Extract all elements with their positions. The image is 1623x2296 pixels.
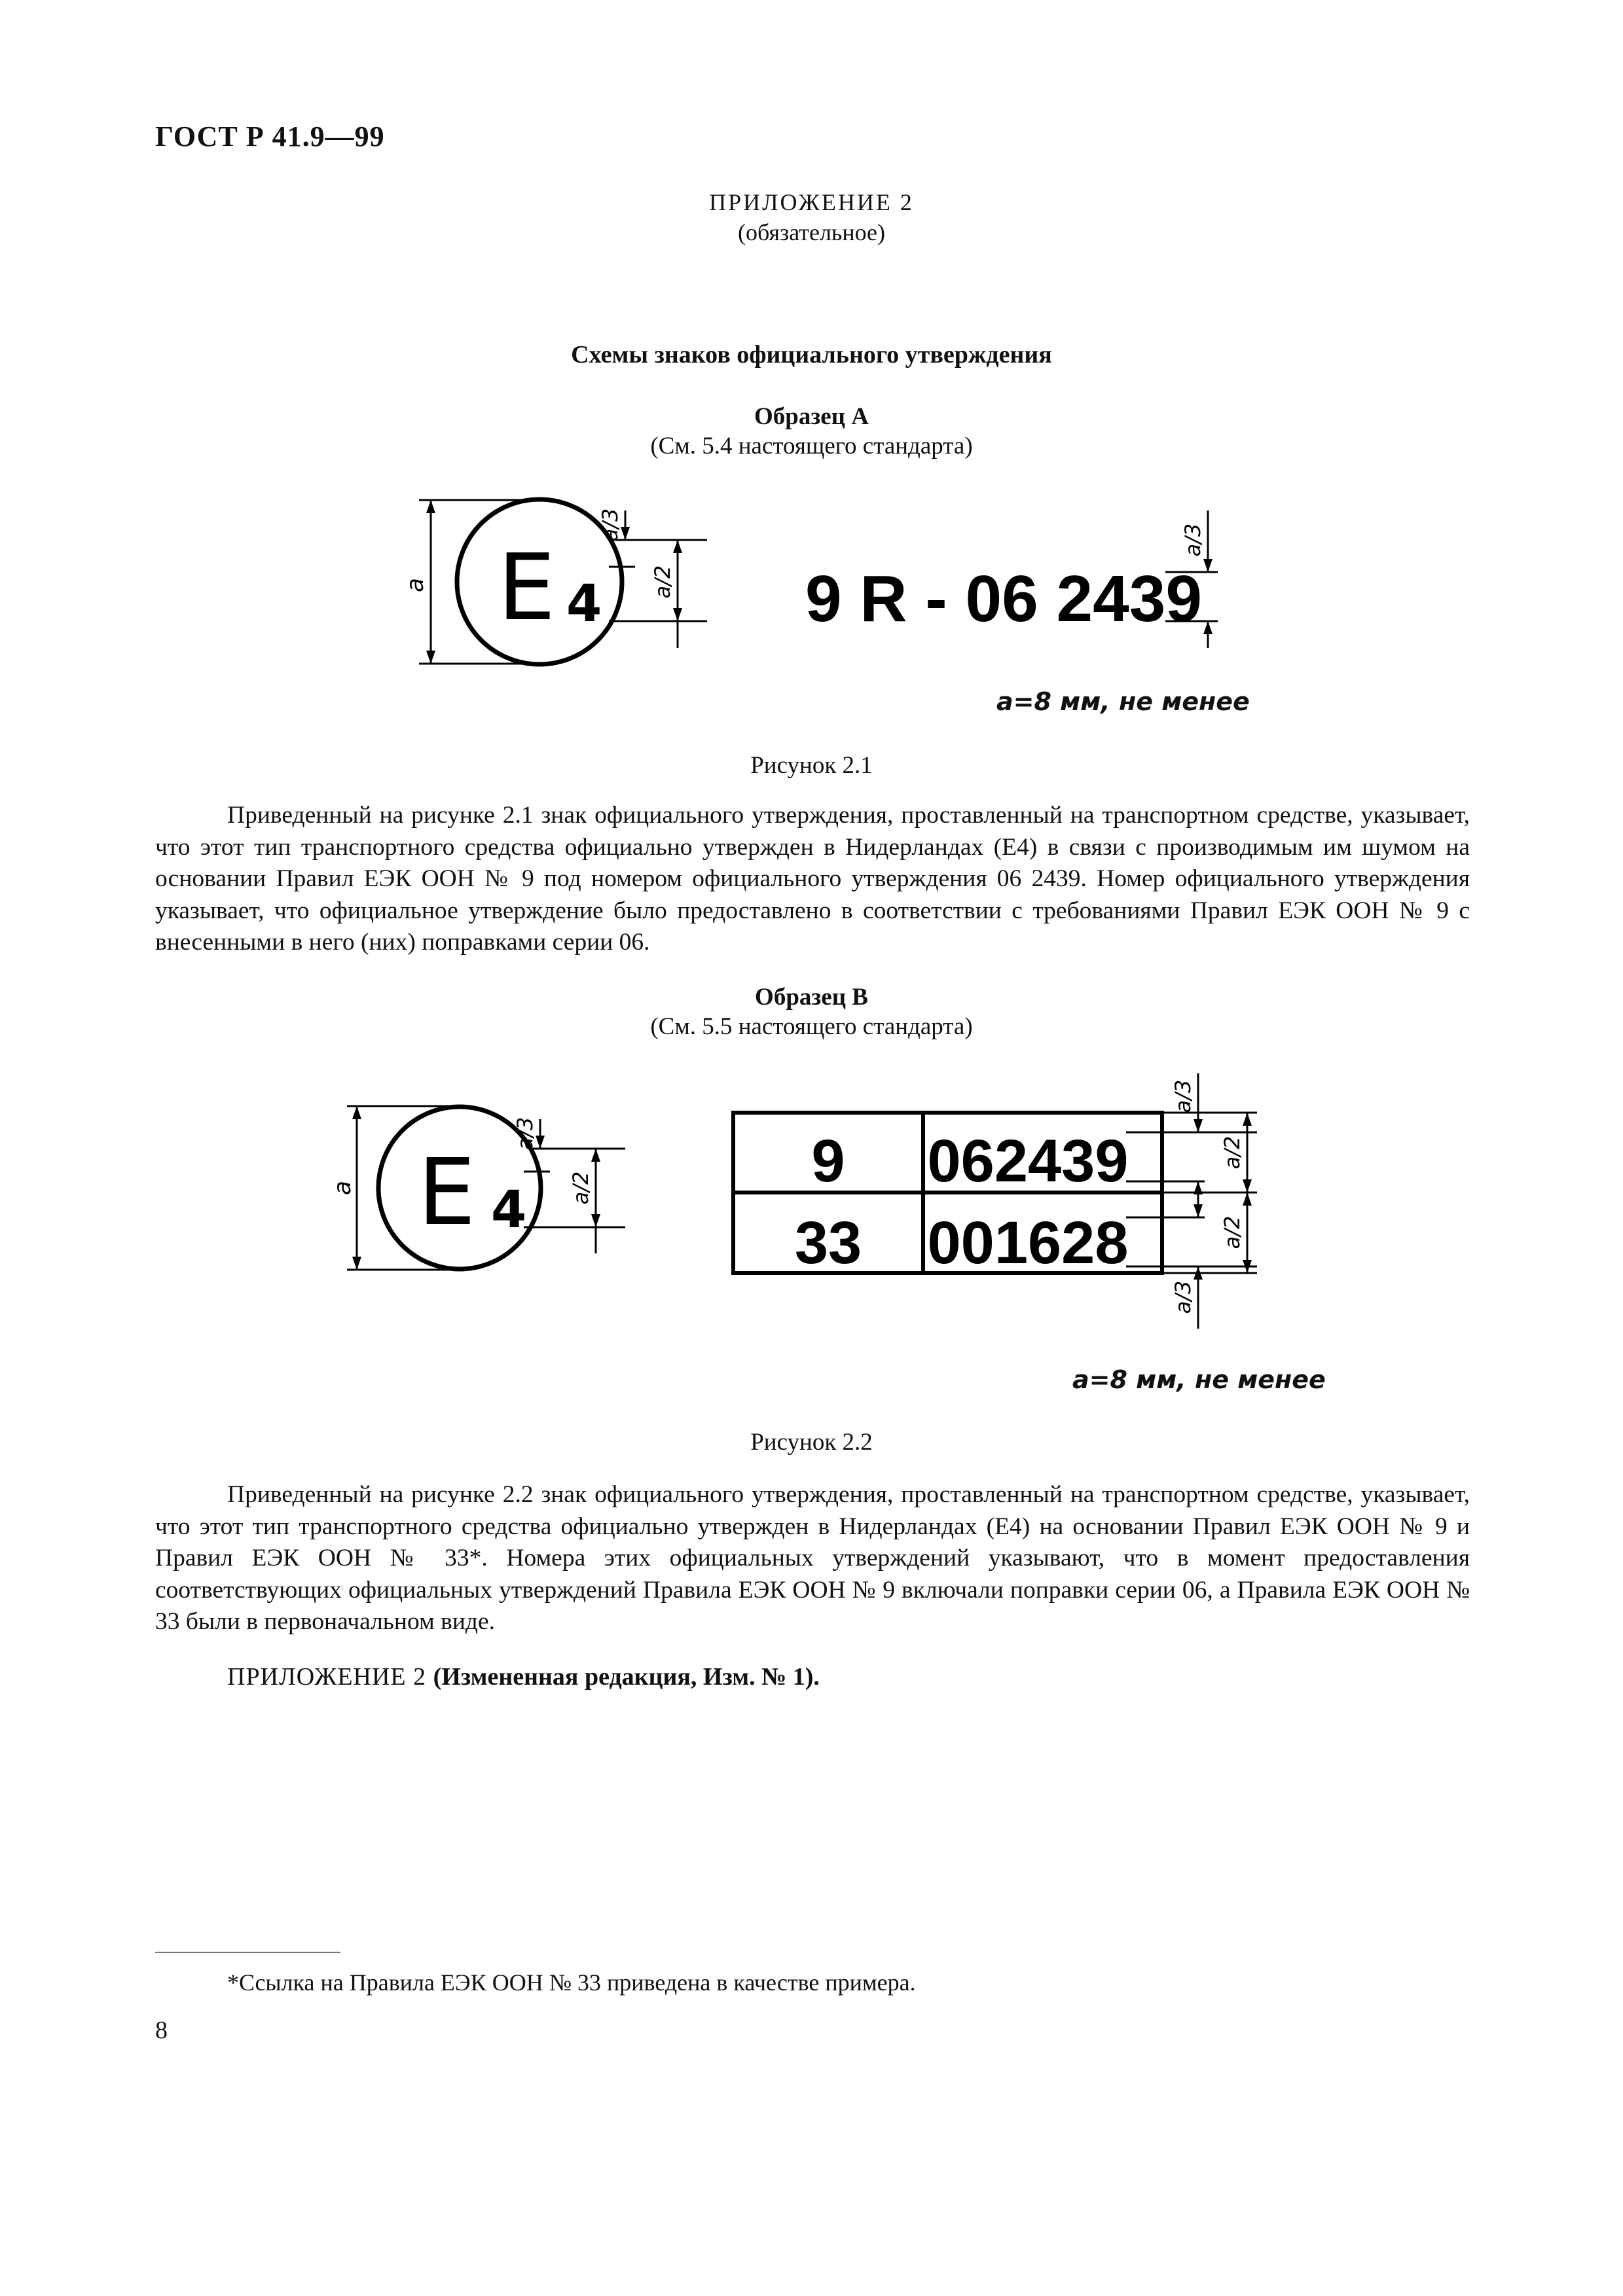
sample-b-ref: (См. 5.5 настоящего стандарта) — [650, 1013, 973, 1040]
sample-a-ref: (См. 5.4 настоящего стандарта) — [650, 433, 973, 459]
appendix-kind: (обязательное) — [738, 219, 885, 245]
dim-a-label: a — [402, 577, 429, 593]
dim-a3-label-b: a/3 — [513, 1117, 538, 1151]
sample-a-paragraph: Приведенный на рисунке 2.1 знак официального утверждения, проставленный на транспортном средстве, указывает, что этот тип транспортного средства официально утвержден в Нидерландах (E4) в связи с производимым им шумом на основании Правил ЕЭК ООН № 9 под номером официального утверждения 06 2439. Номер официального утверждения указывает, что официальное утверждение было предоставлено в соответствии с требованиями Правил ЕЭК ООН № 9 с внесенными в него (них) поправками серии 06. — [155, 802, 1470, 956]
footnote: *Ссылка на Правила ЕЭК ООН № 33 приведена в качестве примера. — [227, 1969, 916, 1996]
mark-letter: E — [498, 535, 556, 641]
sample-a-size-note: a=8 мм, не менее — [996, 687, 1250, 716]
mark-number: 4 — [566, 575, 602, 634]
figure-2-2 — [329, 1067, 1329, 1355]
dim-a3-label: a/3 — [598, 508, 623, 542]
mark-number-b: 4 — [491, 1181, 527, 1240]
section-title: Схемы знаков официального утверждения — [571, 341, 1052, 368]
page-number: 8 — [155, 2017, 168, 2044]
dim-a3-top-label: a/3 — [1171, 1079, 1195, 1113]
sample-a-title: Образец А — [754, 403, 869, 430]
dim-a3-bottom-label: a/3 — [1171, 1280, 1195, 1314]
footnote-separator — [155, 1952, 340, 1953]
dim-a-label-b: a — [329, 1180, 356, 1196]
figure-2-2-caption: Рисунок 2.2 — [750, 1429, 873, 1456]
dim-a2-lower-label: a/2 — [1220, 1215, 1245, 1249]
table-num-2: 001628 — [927, 1210, 1129, 1276]
dim-a2-label-b: a/2 — [568, 1171, 593, 1205]
table-reg-1: 9 — [811, 1128, 845, 1194]
dim-a2-label: a/2 — [650, 565, 675, 599]
dim-a3-right-label: a/3 — [1180, 523, 1205, 557]
amendment-note: ПРИЛОЖЕНИЕ 2 (Измененная редакция, Изм. № 1). — [227, 1663, 820, 1691]
sample-b-paragraph: Приведенный на рисунке 2.2 знак официального утверждения, проставленный на транспортном средстве, указывает, что этот тип транспортного средства официально утвержден в Нидерландах (E4) на основании Правил ЕЭК ООН № 9 и Правил ЕЭК ООН № 33*. Номера этих официальных утверждений указывают, что в момент предоставления соответствующих официальных утверждений Правила ЕЭК ООН № 9 включали поправки серии 06, а Правила ЕЭК ООН № 33 были в первоначальном виде. — [155, 1481, 1470, 1635]
appendix-title: ПРИЛОЖЕНИЕ 2 — [709, 189, 914, 215]
table-num-1: 062439 — [927, 1128, 1129, 1194]
sample-b-title: Образец В — [755, 984, 868, 1011]
sample-b-size-note: a=8 мм, не менее — [1072, 1365, 1326, 1394]
document-header: ГОСТ Р 41.9—99 — [155, 120, 385, 152]
approval-number: 9 R - 06 2439 — [805, 562, 1202, 636]
figure-2-1-caption: Рисунок 2.1 — [750, 752, 873, 779]
table-reg-2: 33 — [794, 1210, 862, 1276]
dim-a2-upper-label: a/2 — [1220, 1136, 1245, 1170]
mark-letter-b: E — [418, 1139, 476, 1246]
